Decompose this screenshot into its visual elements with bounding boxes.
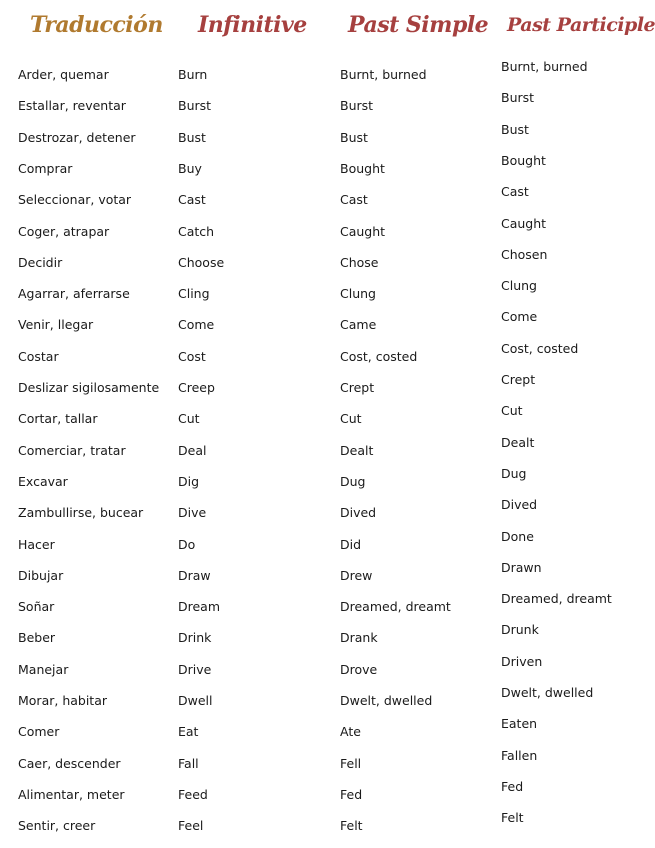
cell-past-simple: Chose <box>340 254 379 270</box>
cell-traduccion: Caer, descender <box>18 755 121 771</box>
cell-past-simple: Felt <box>340 818 363 834</box>
cell-infinitive: Drink <box>178 630 212 646</box>
cell-infinitive: Dig <box>178 473 200 489</box>
cell-past-simple: Drove <box>340 661 378 677</box>
cell-infinitive: Buy <box>178 160 202 176</box>
cell-past-simple: Fell <box>340 755 362 771</box>
cell-past-simple: Cast <box>340 192 368 208</box>
cell-past-simple: Burnt, burned <box>340 67 427 82</box>
cell-past-participle: Dwelt, dwelled <box>501 685 594 700</box>
cell-past-simple: Dreamed, dreamt <box>340 599 451 615</box>
cell-past-simple: Dived <box>340 505 377 521</box>
cell-infinitive: Cut <box>178 411 200 427</box>
cell-past-participle: Bought <box>501 152 546 168</box>
cell-traduccion: Comer <box>18 724 60 740</box>
cell-past-participle: Fed <box>501 778 524 794</box>
cell-infinitive: Catch <box>178 223 215 239</box>
header-traduccion: Traducción <box>30 12 163 38</box>
cell-past-simple: Clung <box>340 286 376 302</box>
cell-past-participle: Come <box>501 309 538 325</box>
cell-infinitive: Deal <box>178 442 207 458</box>
cell-traduccion: Destrozar, detener <box>18 129 136 145</box>
cell-traduccion: Sentir, creer <box>18 818 96 834</box>
cell-traduccion: Comerciar, tratar <box>18 442 126 458</box>
cell-infinitive: Dwell <box>178 693 213 708</box>
cell-infinitive: Feel <box>178 818 204 834</box>
cell-past-participle: Cost, costed <box>501 340 579 356</box>
cell-infinitive: Do <box>178 536 196 552</box>
cell-infinitive: Cost <box>178 348 206 364</box>
cell-past-simple: Cost, costed <box>340 348 418 364</box>
cell-past-simple: Bust <box>340 129 368 145</box>
cell-past-simple: Drew <box>340 567 373 583</box>
cell-traduccion: Comprar <box>18 160 73 176</box>
cell-past-participle: Dreamed, dreamt <box>501 591 612 607</box>
cell-traduccion: Alimentar, meter <box>18 786 125 802</box>
cell-infinitive: Cling <box>178 286 210 302</box>
cell-traduccion: Seleccionar, votar <box>18 192 132 208</box>
cell-traduccion: Hacer <box>18 536 55 552</box>
cell-past-participle: Cut <box>501 403 523 419</box>
cell-past-participle: Bust <box>501 121 529 137</box>
cell-past-participle: Drunk <box>501 622 539 638</box>
cell-past-participle: Drawn <box>501 559 542 575</box>
cell-traduccion: Estallar, reventar <box>18 98 126 114</box>
cell-infinitive: Fall <box>178 755 199 771</box>
cell-past-simple: Fed <box>340 786 363 802</box>
cell-past-participle: Clung <box>501 278 537 294</box>
cell-infinitive: Dive <box>178 505 207 521</box>
cell-traduccion: Venir, llegar <box>18 317 94 333</box>
cell-past-participle: Dealt <box>501 434 535 450</box>
cell-past-participle: Chosen <box>501 246 548 262</box>
cell-past-simple: Dug <box>340 473 366 489</box>
cell-past-participle: Felt <box>501 810 524 826</box>
cell-traduccion: Zambullirse, bucear <box>18 505 144 521</box>
cell-past-simple: Cut <box>340 411 362 427</box>
cell-infinitive: Come <box>178 317 215 333</box>
cell-traduccion: Manejar <box>18 661 69 677</box>
cell-infinitive: Burn <box>178 67 208 82</box>
cell-past-participle: Crept <box>501 372 536 387</box>
cell-infinitive: Dream <box>178 599 221 615</box>
cell-past-participle: Done <box>501 528 534 544</box>
cell-infinitive: Burst <box>178 98 212 114</box>
cell-traduccion: Soñar <box>18 599 55 615</box>
header-infinitive: Infinitive <box>198 12 307 38</box>
cell-traduccion: Agarrar, aferrarse <box>18 286 130 302</box>
cell-traduccion: Coger, atrapar <box>18 223 110 239</box>
cell-infinitive: Cast <box>178 192 206 208</box>
cell-past-participle: Fallen <box>501 747 538 763</box>
cell-past-participle: Burst <box>501 90 535 106</box>
cell-traduccion: Excavar <box>18 473 68 489</box>
cell-past-simple: Caught <box>340 223 386 239</box>
cell-infinitive: Feed <box>178 786 208 802</box>
cell-past-simple: Did <box>340 536 362 552</box>
cell-traduccion: Beber <box>18 630 56 646</box>
cell-infinitive: Choose <box>178 254 225 270</box>
cell-past-simple: Dwelt, dwelled <box>340 693 433 708</box>
cell-infinitive: Draw <box>178 567 211 583</box>
cell-infinitive: Bust <box>178 129 206 145</box>
cell-past-participle: Cast <box>501 184 529 200</box>
cell-past-simple: Bought <box>340 160 385 176</box>
cell-past-simple: Dealt <box>340 442 374 458</box>
cell-past-simple: Ate <box>340 724 361 740</box>
cell-past-simple: Burst <box>340 98 374 114</box>
cell-traduccion: Deslizar sigilosamente <box>18 380 160 395</box>
cell-past-participle: Burnt, burned <box>501 59 588 74</box>
cell-infinitive: Eat <box>178 724 199 740</box>
cell-past-simple: Crept <box>340 380 375 395</box>
cell-past-participle: Dug <box>501 465 527 481</box>
cell-past-participle: Driven <box>501 653 543 669</box>
cell-traduccion: Cortar, tallar <box>18 411 98 427</box>
cell-traduccion: Arder, quemar <box>18 67 109 82</box>
cell-past-simple: Came <box>340 317 377 333</box>
cell-past-participle: Caught <box>501 215 547 231</box>
cell-traduccion: Decidir <box>18 254 63 270</box>
cell-traduccion: Morar, habitar <box>18 693 108 708</box>
cell-past-participle: Eaten <box>501 716 538 732</box>
cell-past-participle: Dived <box>501 497 538 513</box>
cell-traduccion: Costar <box>18 348 59 364</box>
cell-infinitive: Creep <box>178 380 215 395</box>
header-past-simple: Past Simple <box>348 12 489 38</box>
cell-past-simple: Drank <box>340 630 378 646</box>
cell-traduccion: Dibujar <box>18 567 64 583</box>
header-past-participle: Past Participle <box>507 14 655 36</box>
cell-infinitive: Drive <box>178 661 212 677</box>
